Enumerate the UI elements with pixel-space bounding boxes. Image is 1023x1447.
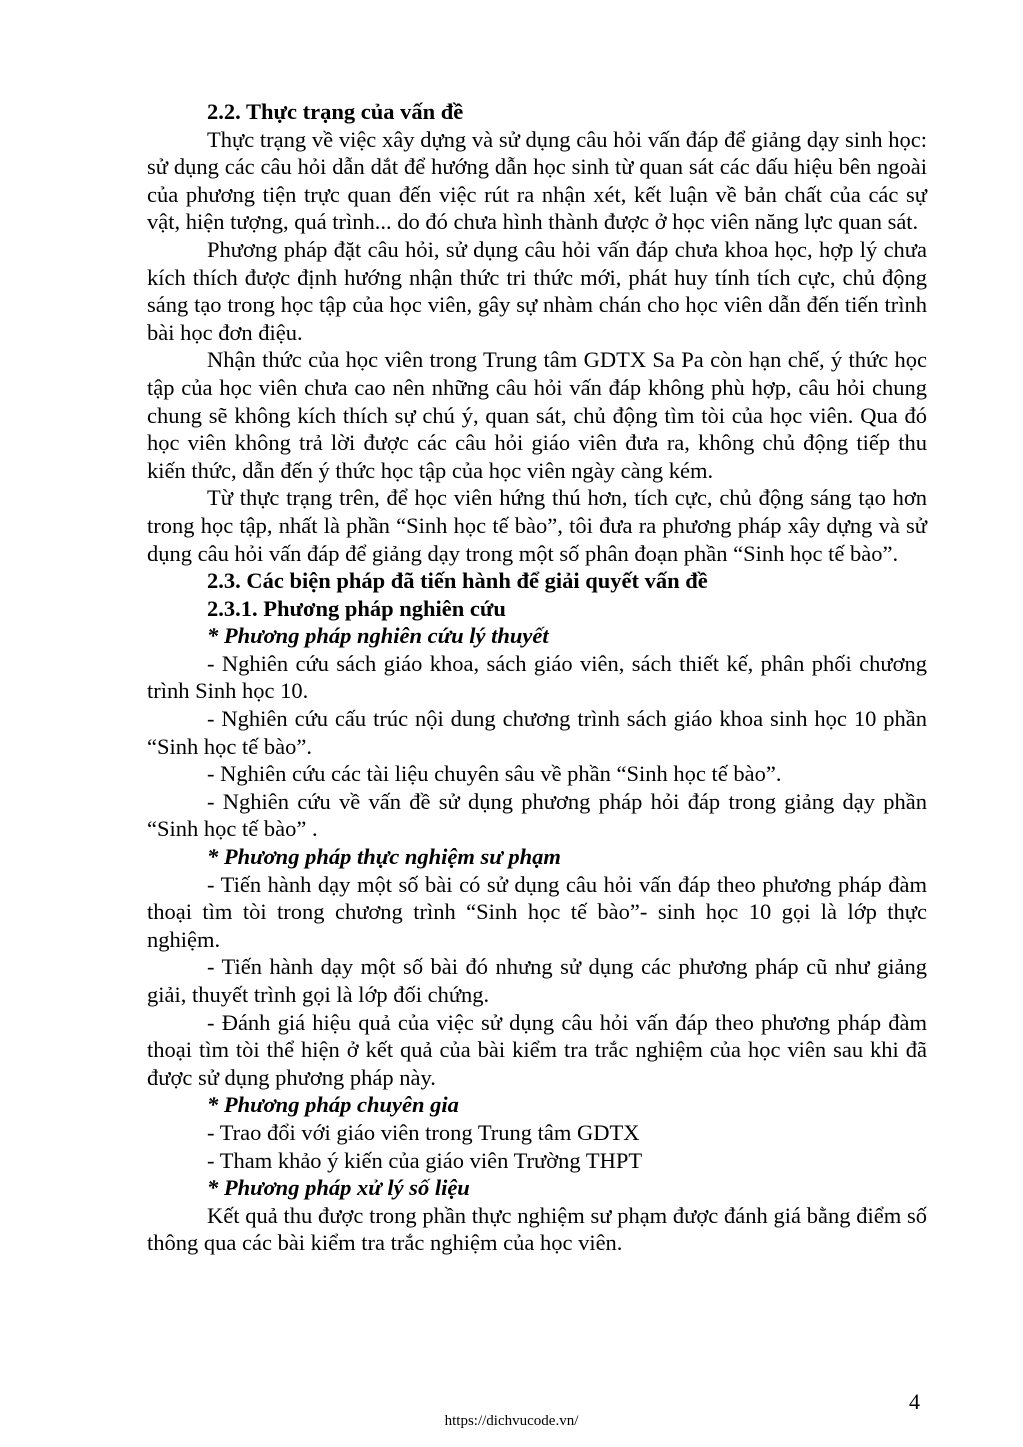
section-2-2-heading: 2.2. Thực trạng của vấn đề [207, 99, 464, 124]
method-heading: * Phương pháp nghiên cứu lý thuyết [207, 623, 549, 649]
section-2-3-1-heading: 2.3.1. Phương pháp nghiên cứu [207, 595, 506, 621]
paragraph: Thực trạng về việc xây dựng và sử dụng câu hỏi vấn đáp để giảng dạy sinh học: sử dụng các câu hỏi dẫn dắt để hướng dẫn học sinh từ quan sát các dấu hiệu bên ngoài của phương tiện trực quan đến việc rút ra nhận xét, kết luận về bản chất của các sự vật, hiện tượng, quá trình... do đó chưa hình thành được ở học viên năng lực quan sát. [147, 126, 927, 235]
list-item: - Tiến hành dạy một số bài có sử dụng câu hỏi vấn đáp theo phương pháp đàm thoại tìm tòi trong chương trình “Sinh học tế bào”- sinh học 10 gọi là lớp thực nghiệm. [147, 871, 927, 952]
paragraph: Từ thực trạng trên, để học viên hứng thú hơn, tích cực, chủ động sáng tạo hơn trong học tập, nhất là phần “Sinh học tế bào”, tôi đưa ra phương pháp xây dựng và sử dụng câu hỏi vấn đáp để giảng dạy trong một số phân đoạn phần “Sinh học tế bào”. [147, 485, 927, 566]
list-item: - Tham khảo ý kiến của giáo viên Trường THPT [207, 1147, 643, 1173]
paragraph: Nhận thức của học viên trong Trung tâm GDTX Sa Pa còn hạn chế, ý thức học tập của học viên chưa cao nên những câu hỏi vấn đáp không phù hợp, câu hỏi chung chung sẽ không kích thích sự chú ý, quan sát, chủ động tìm tòi của học viên. Qua đó học viên không trả lời được các câu hỏi giáo viên đưa ra, không chủ động tiếp thu kiến thức, dẫn đến ý thức học tập của học viên ngày càng kém. [147, 347, 927, 483]
method-heading: * Phương pháp thực nghiệm sư phạm [207, 844, 561, 870]
footer-url[interactable]: https://dichvucode.vn/ [444, 1413, 579, 1429]
list-item: - Nghiên cứu về vấn đề sử dụng phương pháp hỏi đáp trong giảng dạy phần “Sinh học tế bào” . [147, 788, 927, 842]
list-item: - Nghiên cứu sách giáo khoa, sách giáo viên, sách thiết kế, phân phối chương trình Sinh học 10. [147, 650, 927, 704]
list-item: - Đánh giá hiệu quả của việc sử dụng câu hỏi vấn đáp theo phương pháp đàm thoại tìm tòi thể hiện ở kết quả của bài kiểm tra trắc nghiệm của học viên sau khi đã được sử dụng phương pháp này. [147, 1009, 927, 1090]
document-body [147, 98, 927, 1257]
list-item: - Tiến hành dạy một số bài đó nhưng sử dụng các phương pháp cũ như giảng giải, thuyết trình gọi là lớp đối chứng. [147, 954, 927, 1007]
section-2-3-heading: 2.3. Các biện pháp đã tiến hành để giải quyết vấn đề [207, 568, 708, 594]
method-heading: * Phương pháp xử lý số liệu [207, 1175, 470, 1201]
paragraph: Phương pháp đặt câu hỏi, sử dụng câu hỏi vấn đáp chưa khoa học, hợp lý chưa kích thích được định hướng nhận thức tri thức mới, phát huy tính tích cực, chủ động sáng tạo trong học tập của học viên, gây sự nhàm chán cho học viên dẫn đến tiến trình bài học đơn điệu. [147, 236, 927, 345]
page-number: 4 [909, 1389, 920, 1414]
paragraph: Kết quả thu được trong phần thực nghiệm sư phạm được đánh giá bằng điểm số thông qua các bài kiểm tra trắc nghiệm của học viên. [147, 1202, 927, 1256]
method-heading: * Phương pháp chuyên gia [207, 1092, 459, 1118]
list-item: - Nghiên cứu các tài liệu chuyên sâu về phần “Sinh học tế bào”. [207, 761, 782, 787]
list-item: - Nghiên cứu cấu trúc nội dung chương trình sách giáo khoa sinh học 10 phần “Sinh học tế bào”. [147, 706, 927, 759]
list-item: - Trao đổi với giáo viên trong Trung tâm GDTX [207, 1119, 640, 1145]
